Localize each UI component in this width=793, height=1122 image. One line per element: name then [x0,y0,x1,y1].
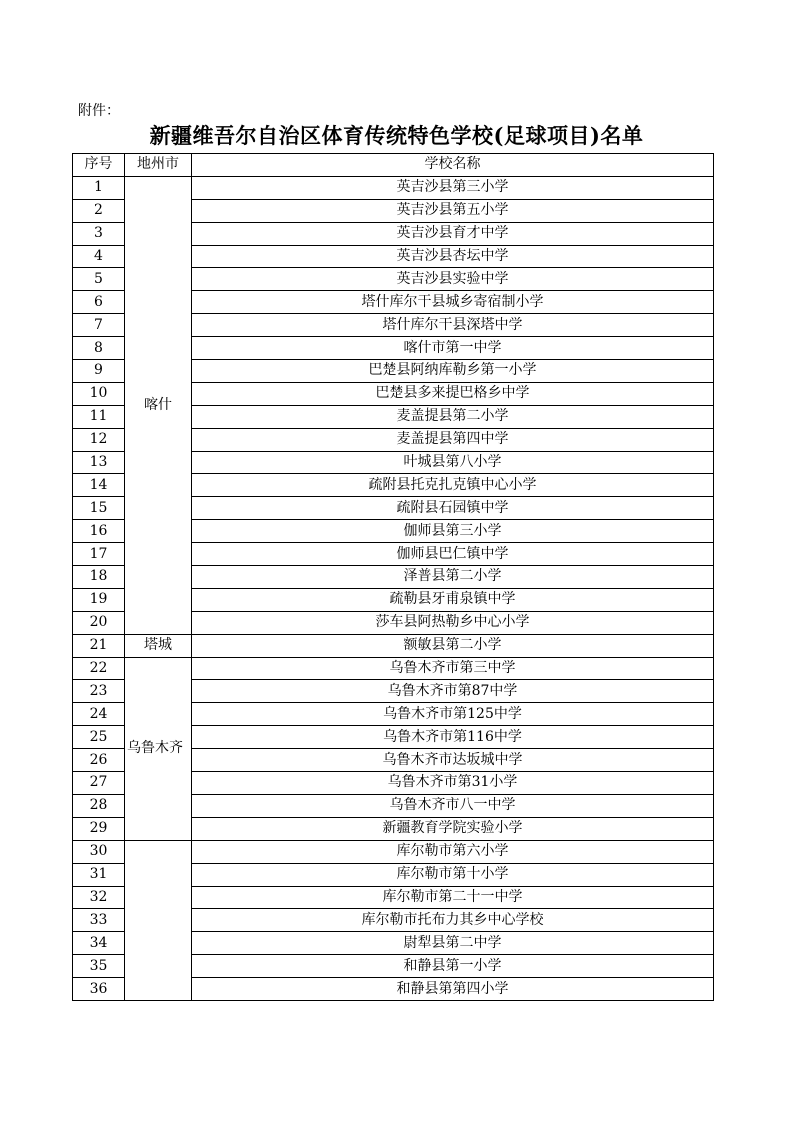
row-index: 29 [73,817,125,840]
row-index: 36 [73,978,125,1001]
row-index: 18 [73,566,125,589]
school-name: 英吉沙县第五小学 [192,199,714,222]
school-name: 莎车县阿热勒乡中心小学 [192,611,714,634]
row-index: 3 [73,222,125,245]
header-index: 序号 [73,154,125,177]
school-name: 乌鲁木齐市第三中学 [192,657,714,680]
region-cell [125,840,192,1000]
row-index: 27 [73,772,125,795]
school-name: 额敏县第二小学 [192,634,714,657]
school-name: 泽普县第二小学 [192,566,714,589]
row-index: 28 [73,794,125,817]
school-name: 巴楚县多来提巴格乡中学 [192,382,714,405]
school-name: 和静县第第四小学 [192,978,714,1001]
school-name: 塔什库尔干县深塔中学 [192,314,714,337]
school-name: 喀什市第一中学 [192,337,714,360]
row-index: 11 [73,405,125,428]
row-index: 26 [73,749,125,772]
school-name: 英吉沙县杏坛中学 [192,245,714,268]
row-index: 4 [73,245,125,268]
row-index: 2 [73,199,125,222]
row-index: 31 [73,863,125,886]
region-cell: 喀什 [125,176,192,634]
row-index: 8 [73,337,125,360]
school-name: 英吉沙县第三小学 [192,176,714,199]
row-index: 17 [73,543,125,566]
school-name: 库尔勒市第二十一中学 [192,886,714,909]
table-row [73,176,714,199]
row-index: 22 [73,657,125,680]
table-header-row [73,154,714,177]
row-index: 33 [73,909,125,932]
school-name: 乌鲁木齐市第31小学 [192,772,714,795]
table-row [73,840,714,863]
school-name: 麦盖提县第二小学 [192,405,714,428]
row-index: 14 [73,474,125,497]
header-school-name: 学校名称 [192,154,714,177]
table-row [73,657,714,680]
row-index: 25 [73,726,125,749]
row-index: 1 [73,176,125,199]
school-name: 新疆教育学院实验小学 [192,817,714,840]
school-name: 乌鲁木齐市达坂城中学 [192,749,714,772]
school-name: 伽师县巴仁镇中学 [192,543,714,566]
region-cell: 塔城 [125,634,192,657]
table-body [73,176,714,1000]
school-name: 英吉沙县育才中学 [192,222,714,245]
school-name: 疏勒县牙甫泉镇中学 [192,588,714,611]
row-index: 6 [73,291,125,314]
school-name: 乌鲁木齐市第87中学 [192,680,714,703]
row-index: 24 [73,703,125,726]
school-name: 疏附县托克扎克镇中心小学 [192,474,714,497]
row-index: 21 [73,634,125,657]
school-name: 麦盖提县第四中学 [192,428,714,451]
table-row [73,634,714,657]
school-name: 乌鲁木齐市第116中学 [192,726,714,749]
school-name: 塔什库尔干县城乡寄宿制小学 [192,291,714,314]
row-index: 12 [73,428,125,451]
region-cell: 乌鲁木齐 [125,657,192,840]
school-name: 叶城县第八小学 [192,451,714,474]
attachment-label: 附件： [78,103,120,119]
row-index: 7 [73,314,125,337]
row-index: 23 [73,680,125,703]
row-index: 5 [73,268,125,291]
school-name: 和静县第一小学 [192,955,714,978]
row-index: 32 [73,886,125,909]
school-name: 库尔勒市托布力其乡中心学校 [192,909,714,932]
header-region: 地州市 [125,154,192,177]
row-index: 9 [73,360,125,383]
school-list-table [72,153,714,1001]
row-index: 30 [73,840,125,863]
school-name: 乌鲁木齐市第125中学 [192,703,714,726]
school-name: 库尔勒市第六小学 [192,840,714,863]
row-index: 35 [73,955,125,978]
row-index: 20 [73,611,125,634]
school-name: 伽师县第三小学 [192,520,714,543]
school-name: 英吉沙县实验中学 [192,268,714,291]
school-name: 尉犁县第二中学 [192,932,714,955]
row-index: 34 [73,932,125,955]
school-name: 乌鲁木齐市八一中学 [192,794,714,817]
school-name: 巴楚县阿纳库勒乡第一小学 [192,360,714,383]
row-index: 19 [73,588,125,611]
row-index: 16 [73,520,125,543]
document-title: 新疆维吾尔自治区体育传统特色学校(足球项目)名单 [149,123,644,148]
school-name: 库尔勒市第十小学 [192,863,714,886]
row-index: 10 [73,382,125,405]
row-index: 13 [73,451,125,474]
row-index: 15 [73,497,125,520]
school-name: 疏附县石园镇中学 [192,497,714,520]
